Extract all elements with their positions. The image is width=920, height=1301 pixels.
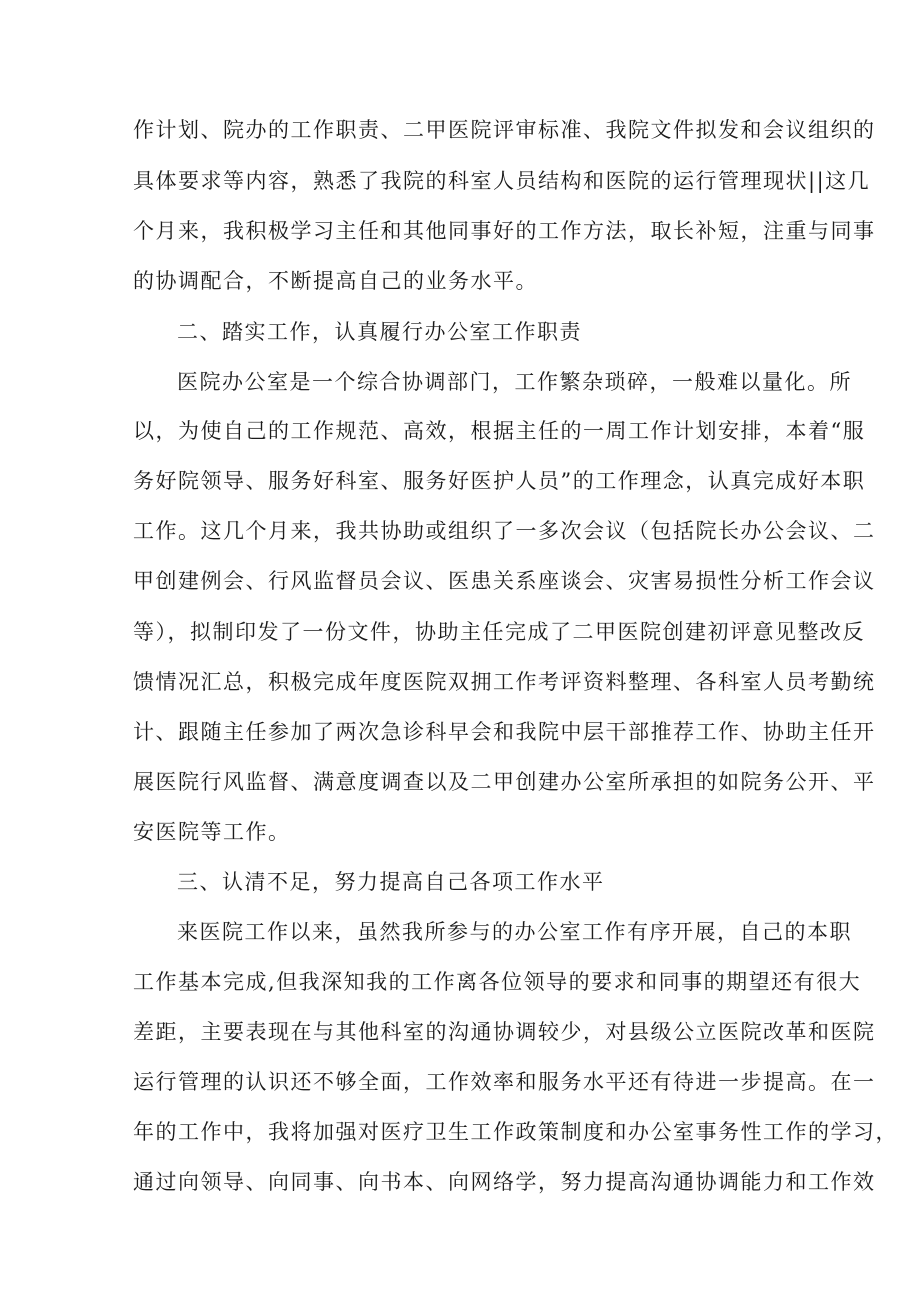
text-line: 馈情况汇总，积极完成年度医院双拥工作考评资料整理、各科室人员考勤统 — [133, 670, 876, 694]
text-line: 安医院等工作。 — [133, 820, 291, 844]
section-heading: 二、踏实工作，认真履行办公室工作职责 — [177, 320, 582, 344]
text-line: 以，为使自己的工作规范、高效，根据主任的一周工作计划安排，本着“服 — [133, 419, 866, 443]
text-line: 工作基本完成,但我深知我的工作离各位领导的要求和同事的期望还有很大 — [133, 970, 862, 994]
text-line: 差距，主要表现在与其他科室的沟通协调较少，对县级公立医院改革和医院 — [133, 1020, 876, 1044]
text-line: 务好院领导、服务好科室、服务好医护人员”的工作理念，认真完成好本职 — [133, 469, 866, 493]
text-line: 等），拟制印发了一份文件，协助主任完成了二甲医院创建初评意见整改反 — [133, 620, 865, 644]
text-line: 运行管理的认识还不够全面，工作效率和服务水平还有待进一步提高。在一 — [133, 1070, 876, 1094]
text-line: 来医院工作以来，虽然我所参与的办公室工作有序开展，自己的本职 — [177, 920, 852, 944]
text-line: 展医院行风监督、满意度调查以及二甲创建办公室所承担的如院务公开、平 — [133, 770, 876, 794]
text-line: 工作。这几个月来，我共协助或组织了一多次会议（包括院长办公会议、二 — [133, 519, 876, 543]
text-line: 的协调配合，不断提高自己的业务水平。 — [133, 269, 538, 293]
text-line: 个月来，我积极学习主任和其他同事好的工作方法，取长补短，注重与同事 — [133, 219, 876, 243]
text-line: 计、跟随主任参加了两次急诊科早会和我院中层干部推荐工作、协助主任开 — [133, 720, 876, 744]
text-line: 医院办公室是一个综合协调部门，工作繁杂琐碎，一般难以量化。所 — [177, 370, 852, 394]
text-line: 甲创建例会、行风监督员会议、医患关系座谈会、灾害易损性分析工作会议 — [133, 569, 876, 593]
text-line: 作计划、院办的工作职责、二甲医院评审标准、我院文件拟发和会议组织的 — [133, 118, 876, 142]
text-line: 年的工作中，我将加强对医疗卫生工作政策制度和办公室事务性工作的学习， — [133, 1120, 898, 1144]
section-heading: 三、认清不足，努力提高自己各项工作水平 — [177, 870, 605, 894]
text-line: 通过向领导、向同事、向书本、向网络学，努力提高沟通协调能力和工作效 — [133, 1170, 876, 1194]
text-line: 具体要求等内容，熟悉了我院的科室人员结构和医院的运行管理现状||这几 — [133, 169, 871, 193]
